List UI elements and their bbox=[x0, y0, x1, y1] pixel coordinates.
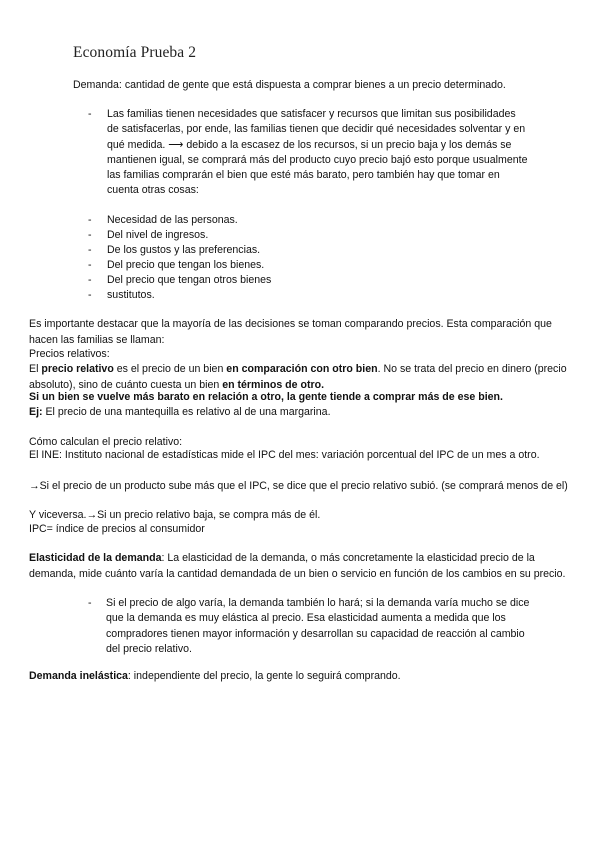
bold-term: en comparación con otro bien bbox=[226, 363, 378, 375]
text-run: El bbox=[29, 363, 42, 375]
elasticity-text: : La elasticidad de la demanda, o más concretamente la elasticidad precio de la demanda, mide cuánto varía la cantidad demandada de un bien o servicio en función de los cambios en su precio. bbox=[29, 552, 566, 580]
text-run: . No se trata del precio en dinero (precio absoluto), sino de cuánto cuesta un bien bbox=[29, 363, 567, 391]
elasticity-sub-item bbox=[88, 596, 533, 657]
list-item: - De los gustos y las preferencias. bbox=[88, 243, 271, 258]
text-run: es el precio de un bien bbox=[113, 363, 227, 375]
inelastic-label: Demanda inelástica bbox=[29, 670, 128, 682]
price-rises-text: →Si el precio de un producto sube más que el IPC, se dice que el precio relativo subió. (se comprará menos de el) bbox=[29, 480, 568, 492]
bullet-dash: - bbox=[88, 108, 92, 120]
list-item: - sustitutos. bbox=[88, 288, 271, 303]
elasticity-sub-text: Si el precio de algo varía, la demanda también lo hará; si la demanda varía mucho se dice que la demanda es muy elástica al precio. Esa elasticidad aumenta a medida que los compradores tienen mayor información y desarrollan su capacidad de reacción al cambio del precio relativo. bbox=[106, 597, 530, 655]
bold-term: precio relativo bbox=[41, 363, 114, 375]
list-item: - Del precio que tengan otros bienes bbox=[88, 273, 271, 288]
families-paragraph bbox=[88, 107, 528, 199]
list-item: - Del precio que tengan los bienes. bbox=[88, 258, 271, 273]
prices-intro: Es importante destacar que la mayoría de las decisiones se toman comparando precios. Esta comparación que hacen las familias se llaman: bbox=[29, 318, 552, 346]
families-paragraph-text: Las familias tienen necesidades que satisfacer y recursos que limitan sus posibilidades de satisfacerlas, por ende, las familias tienen que decidir qué necesidades solventar y en qué medida. ⟶ debido a la escasez de los recursos, si un precio baja y los demás se mantienen igual, se comprará más del producto cuyo precio bajó esto porque usualmente las familias comprarán el bien que esté más barato, pero también hay que tomar en cuenta otras cosas: bbox=[107, 108, 528, 197]
ipc-definition: IPC= índice de precios al consumidor bbox=[29, 523, 205, 535]
demand-definition: Demanda: cantidad de gente que está dispuesta a comprar bienes a un precio determinado. bbox=[73, 79, 506, 91]
page-title: Economía Prueba 2 bbox=[73, 44, 197, 61]
viceversa-text: Y viceversa.→Si un precio relativo baja, se compra más de él. bbox=[29, 509, 321, 521]
ine-text: El INE: Instituto nacional de estadísticas mide el IPC del mes: variación porcentual del IPC de un mes a otro. bbox=[29, 449, 540, 461]
inelastic-paragraph bbox=[29, 668, 574, 684]
inelastic-text: : independiente del precio, la gente lo seguirá comprando. bbox=[127, 670, 401, 682]
bold-term: en términos de otro. bbox=[222, 379, 325, 391]
example-line bbox=[29, 404, 574, 420]
elasticity-paragraph bbox=[29, 550, 574, 582]
bullet-dash: - bbox=[88, 597, 92, 609]
list-item: - Del nivel de ingresos. bbox=[88, 228, 271, 243]
bold-rule: Si un bien se vuelve más barato en relación a otro, la gente tiende a comprar más de ese bien. bbox=[29, 391, 503, 403]
list-item: - Necesidad de las personas. bbox=[88, 213, 271, 228]
example-label: Ej: bbox=[29, 406, 43, 418]
relative-prices-heading: Precios relativos: bbox=[29, 348, 110, 360]
elasticity-label: Elasticidad de la demanda bbox=[29, 552, 162, 564]
example-text: El precio de una mantequilla es relativo al de una margarina. bbox=[42, 406, 331, 418]
factors-list bbox=[88, 213, 271, 303]
calc-heading: Cómo calculan el precio relativo: bbox=[29, 436, 183, 448]
relative-price-rule bbox=[29, 389, 574, 405]
